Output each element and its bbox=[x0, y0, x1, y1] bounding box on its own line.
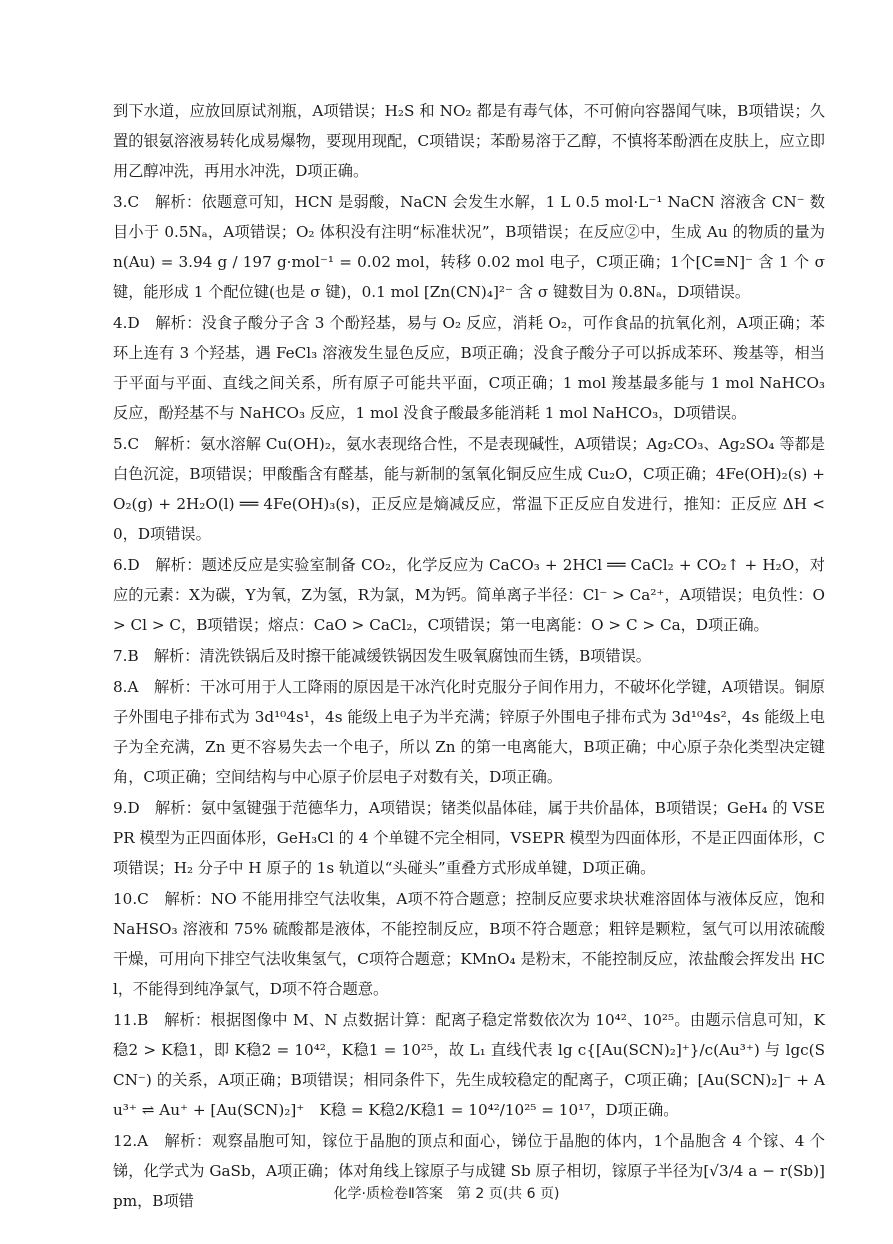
paragraph-q4: 4.D 解析：没食子酸分子含 3 个酚羟基，易与 O₂ 反应，消耗 O₂，可作食品的抗氧化剂，A项正确；苯环上连有 3 个羟基，遇 FeCl₃ 溶液发生显色反应，B项正确；没食子酸分子可以拆成苯环、羧基等，相当于平面与平面、直线之间关系，所有原子可能共平面，C项正确；1 mol 羧基最多能与 1 mol NaHCO₃ 反应，酚羟基不与 NaHCO₃ 反应，1 mol 没食子酸最多能消耗 1 mol NaHCO₃，D项错误。 bbox=[113, 314, 830, 422]
paragraph-q9: 9.D 解析：氨中氢键强于范德华力，A项错误；锗类似晶体硅，属于共价晶体，B项错误；GeH₄ 的 VSEPR 模型为正四面体形，GeH₃Cl 的 4 个单键不完全相同，VSEPR 模型为四面体形，不是正四面体形，C项错误；H₂ 分子中 H 原子的 1s 轨道以“头碰头”重叠方式形成单键，D项正确。 bbox=[113, 799, 825, 877]
paragraph-q7: 7.B 解析：清洗铁锅后及时擦干能减缓铁锅因发生吸氧腐蚀而生锈，B项错误。 bbox=[113, 647, 651, 665]
paragraph-q5: 5.C 解析：氨水溶解 Cu(OH)₂，氨水表现络合性，不是表现碱性，A项错误；Ag₂CO₃、Ag₂SO₄ 等都是白色沉淀，B项错误；甲酸酯含有醛基，能与新制的氢氧化铜反应生成 Cu₂O，C项正确；4Fe(OH)₂(s) + O₂(g) + 2H₂O(l) ══ 4Fe(OH)₃(s)，正反应是熵减反应，常温下正反应自发进行，推知：正反应 ΔH < 0，D项错误。 bbox=[113, 435, 830, 543]
document-body bbox=[113, 96, 830, 1217]
paragraph-q12: 12.A 解析：观察晶胞可知，镓位于晶胞的顶点和面心，锑位于晶胞的体内，1个晶胞含 4 个镓、4 个锑，化学式为 GaSb，A项正确；体对角线上镓原子与成键 Sb 原子相切，镓原子半径为[√3/4 a − r(Sb)]pm，B项错 bbox=[113, 1132, 825, 1210]
paragraph-q11: 11.B 解析：根据图像中 M、N 点数据计算：配离子稳定常数依次为 10⁴²、10²⁵。由题示信息可知，K稳2 > K稳1，即 K稳2 = 10⁴²，K稳1 = 10²⁵，故 L₁ 直线代表 lg c{[Au(SCN)₂]⁺}/c(Au³⁺) 与 lgc(SCN⁻) 的关系，A项正确；B项错误；相同条件下，先生成较稳定的配离子，C项正确；[Au(SCN)₂]⁻ + Au³⁺ ⇌ Au⁺ + [Au(SCN)₂]⁺ K稳 = K稳2/K稳1 = 10⁴²/10²⁵ = 10¹⁷，D项正确。 bbox=[113, 1011, 825, 1119]
paragraph-q2-continued: 到下水道，应放回原试剂瓶，A项错误；H₂S 和 NO₂ 都是有毒气体，不可俯向容器闻气味，B项错误；久置的银氨溶液易转化成易爆物，要现用现配，C项错误；苯酚易溶于乙醇，不慎将苯酚洒在皮肤上，应立即用乙醇冲洗，再用水冲洗，D项正确。 bbox=[113, 102, 825, 180]
paragraph-q8: 8.A 解析：干冰可用于人工降雨的原因是干冰汽化时克服分子间作用力，不破坏化学键，A项错误。铜原子外围电子排布式为 3d¹⁰4s¹，4s 能级上电子为半充满；锌原子外围电子排布式为 3d¹⁰4s²，4s 能级上电子为全充满，Zn 更不容易失去一个电子，所以 Zn 的第一电离能大，B项正确；中心原子杂化类型决定键角，C项正确；空间结构与中心原子价层电子对数有关，D项正确。 bbox=[113, 678, 825, 786]
page-footer: 化学·质检卷Ⅱ答案 第 2 页(共 6 页) bbox=[333, 1186, 560, 1202]
paragraph-q3: 3.C 解析：依题意可知，HCN 是弱酸，NaCN 会发生水解，1 L 0.5 mol·L⁻¹ NaCN 溶液含 CN⁻ 数目小于 0.5Nₐ，A项错误；O₂ 体积没有注明“标准状况”，B项错误；在反应②中，生成 Au 的物质的量为 n(Au) = 3.94 g / 197 g·mol⁻¹ = 0.02 mol，转移 0.02 mol 电子，C项正确；1个[C≡N]⁻ 含 1 个 σ 键，能形成 1 个配位键(也是 σ 键)，0.1 mol [Zn(CN)₄]²⁻ 含 σ 键数目为 0.8Nₐ，D项错误。 bbox=[113, 193, 830, 301]
paragraph-q10: 10.C 解析：NO 不能用排空气法收集，A项不符合题意；控制反应要求块状难溶固体与液体反应，饱和 NaHSO₃ 溶液和 75% 硫酸都是液体，不能控制反应，B项不符合题意；粗锌是颗粒，氢气可以用浓硫酸干燥，可用向下排空气法收集氢气，C项符合题意；KMnO₄ 是粉末，不能控制反应，浓盐酸会挥发出 HCl，不能得到纯净氯气，D项不符合题意。 bbox=[113, 890, 830, 998]
paragraph-q6: 6.D 解析：题述反应是实验室制备 CO₂，化学反应为 CaCO₃ + 2HCl ══ CaCl₂ + CO₂↑ + H₂O，对应的元素：X为碳，Y为氧，Z为氢，R为氯，M为钙。简单离子半径：Cl⁻ > Ca²⁺，A项错误；电负性：O > Cl > C，B项错误；熔点：CaO > CaCl₂，C项错误；第一电离能：O > C > Ca，D项正确。 bbox=[113, 556, 830, 634]
